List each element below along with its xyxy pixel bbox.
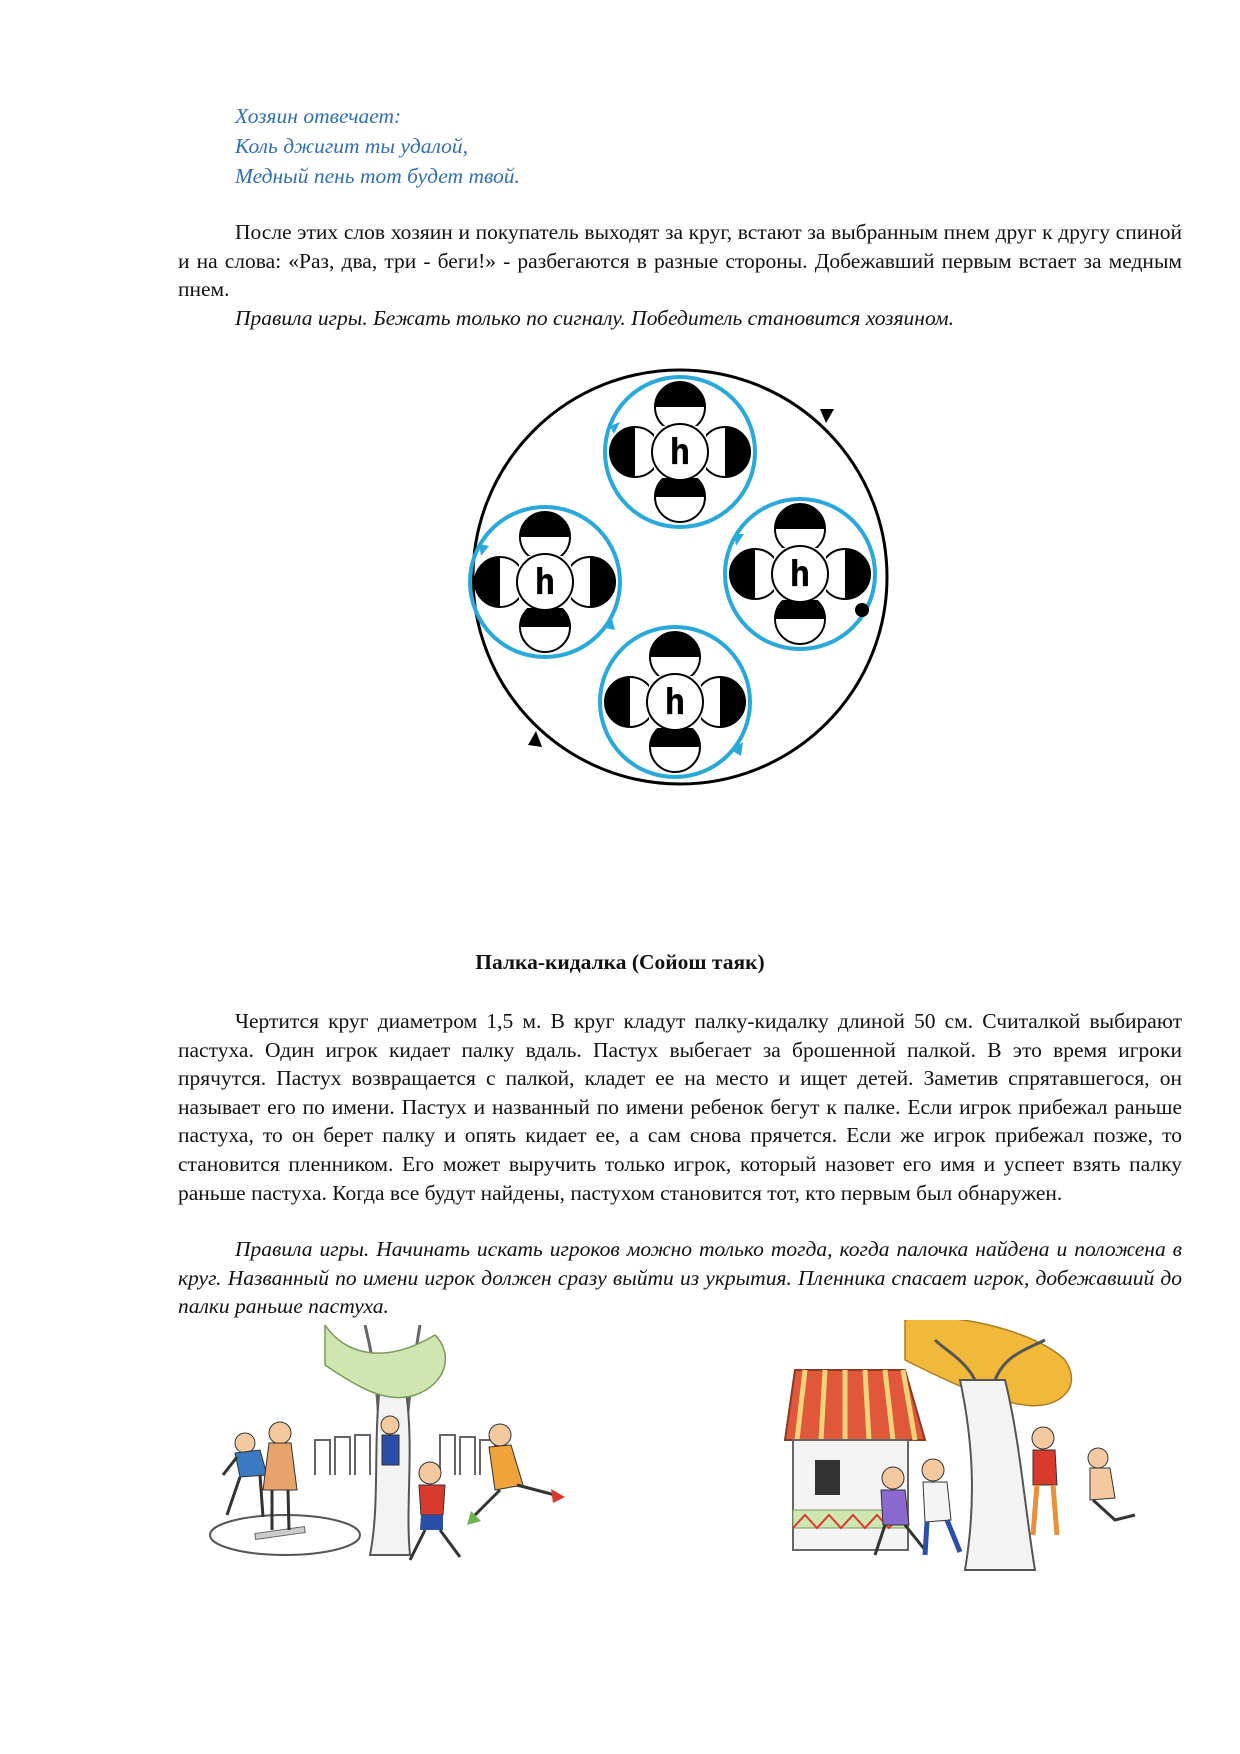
stump-left: [470, 507, 620, 657]
child-crouching: [223, 1433, 267, 1517]
stump-bottom: [600, 627, 750, 777]
child-standing-girl: [263, 1422, 297, 1530]
section2-paragraph: Чертится круг диаметром 1,5 м. В круг кладут палку-кидалку длиной 50 см. Считалкой выбирают пастуха. Один игрок кидает палку вдаль. Пастух выбегает за брошенной палкой. В это время игроки прячутся. Пастух возвращается с палкой, кладет ее на место и ищет детей. Заметив спрятавшегося, он называет его по имени. Пастух и названный по имени ребенок бегут к палке. Если игрок прибежал раньше пастуха, то он берет палку и опять кидает ее, а сам снова прячется. Если же игрок прибежал позже, то становится пленником. Его может выручить только игрок, который назовет его имя и успеет взять палку раньше пастуха. Когда все будут найдены, пастухом становится тот, кто первым был обнаружен.: [178, 1009, 1182, 1205]
poem: [235, 101, 935, 191]
stump-top: [605, 377, 755, 527]
poem-line: Хозяин отвечает:: [235, 104, 402, 128]
child-peeking: [1088, 1448, 1135, 1520]
poem-line: Коль джигит ты удалой,: [235, 134, 468, 158]
section2-rules: Правила игры. Начинать искать игроков можно только тогда, когда палочка найдена и положена в круг. Названный по имени игрок должен сразу выйти из укрытия. Пленника спасает игрок, добежавший до палки раньше пастуха.: [178, 1237, 1182, 1319]
child-running: [410, 1462, 460, 1560]
stump-glyph: h: [534, 562, 556, 603]
child-by-tree: [1032, 1427, 1057, 1535]
stump-glyph: h: [664, 682, 686, 723]
outer-arrow: [528, 731, 542, 747]
outer-arrow: [820, 409, 834, 423]
illustration-house-tree: [775, 1320, 1165, 1580]
stump-glyph: h: [789, 554, 811, 595]
section1-rules: Правила игры. Бежать только по сигналу. Победитель становится хозяином.: [235, 306, 955, 330]
game-diagram: [460, 347, 900, 807]
illustration-playing-children: [205, 1325, 625, 1565]
poem-line: Медный пень тот будет твой.: [235, 164, 520, 188]
child-crouching-right: [922, 1459, 960, 1555]
stump-glyph: h: [669, 432, 691, 473]
section1-paragraph: После этих слов хозяин и покупатель выходят за круг, встают за выбранным пнем друг к другу спиной и на слова: «Раз, два, три - беги!» - разбегаются в разные стороны. Добежавший первым встает за медным пнем.: [178, 220, 1182, 302]
child-hiding: [381, 1416, 399, 1465]
section2-title: Палка-кидалка (Сойош таяк): [475, 950, 765, 974]
stump-right: [725, 499, 875, 649]
